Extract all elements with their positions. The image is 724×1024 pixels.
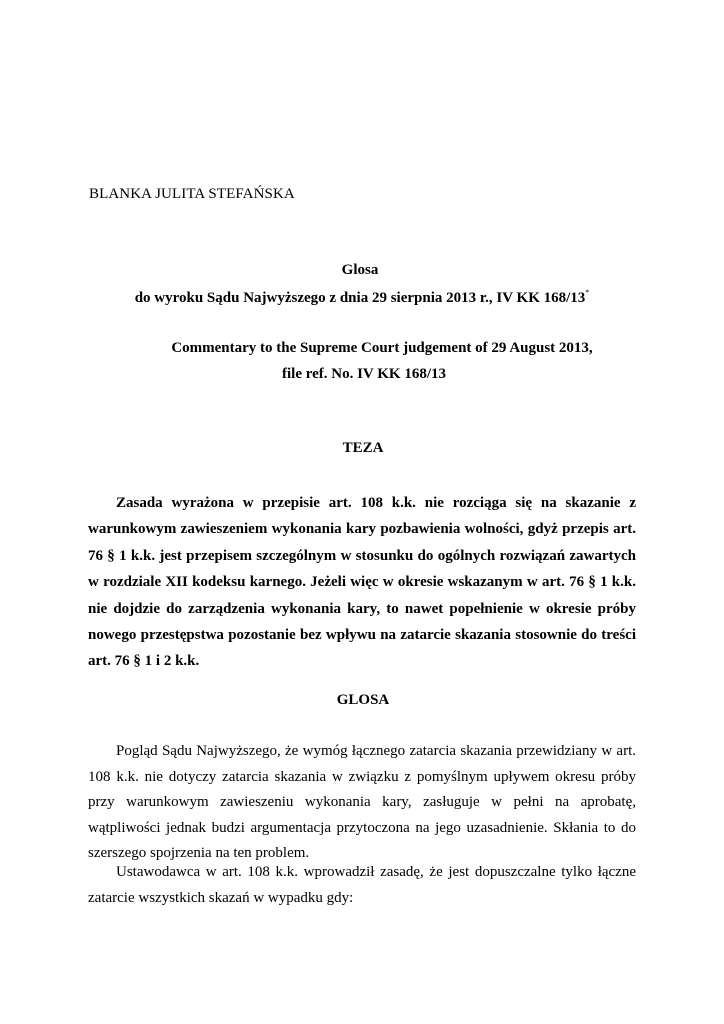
commentary-paragraph: Ustawodawca w art. 108 k.k. wprowadził zasadę, że jest dopuszczalne tylko łączne zatarcie wszystkich skazań w wypadku gdy: (88, 864, 636, 906)
author-name: BLANKA JULITA STEFAŃSKA (89, 186, 295, 202)
english-title-line-2: file ref. No. IV KK 168/13 (281, 366, 446, 382)
gloss-subtitle-text: do wyroku Sądu Najwyższego z dnia 29 sierpnia 2013 r., IV KK 168/13 (134, 290, 586, 306)
gloss-subtitle (0, 288, 724, 307)
english-title-line-1: Commentary to the Supreme Court judgement of 29 August 2013, (171, 340, 593, 356)
commentary-heading: GLOSA (336, 692, 390, 708)
gloss-title: Glosa (341, 262, 379, 278)
thesis-heading: TEZA (342, 440, 384, 456)
commentary-paragraph: Pogląd Sądu Najwyższego, że wymóg łącznego zatarcia skazania przewidziany w art. 108 k.k. nie dotyczy zatarcia skazania w związku z pomyślnym upływem okresu próby przy warunkowym zawieszeniu wykonania kary, zasługuje w pełni na aprobatę, wątpliwości jednak budzi argumentacja przytoczona na jego uzasadnienie. Skłania to do szerszego spojrzenia na ten problem. (88, 743, 636, 862)
thesis-text: Zasada wyrażona w przepisie art. 108 k.k. nie rozciąga się na skazanie z warunkowym zawieszeniem wykonania kary pozbawienia wolności, gdyż przepis art. 76 § 1 k.k. jest przepisem szczególnym w stosunku do ogólnych rozwiązań zawartych w rozdziale XII kodeksu karnego. Jeżeli więc w okresie wskazanym w art. 76 § 1 k.k. nie dojdzie do zarządzenia wykonania kary, to nawet popełnienie w okresie próby nowego przestępstwa pozostanie bez wpływu na zatarcie skazania stosownie do treści art. 76 § 1 i 2 k.k. (88, 495, 636, 670)
footnote-marker[interactable]: * (585, 288, 590, 297)
